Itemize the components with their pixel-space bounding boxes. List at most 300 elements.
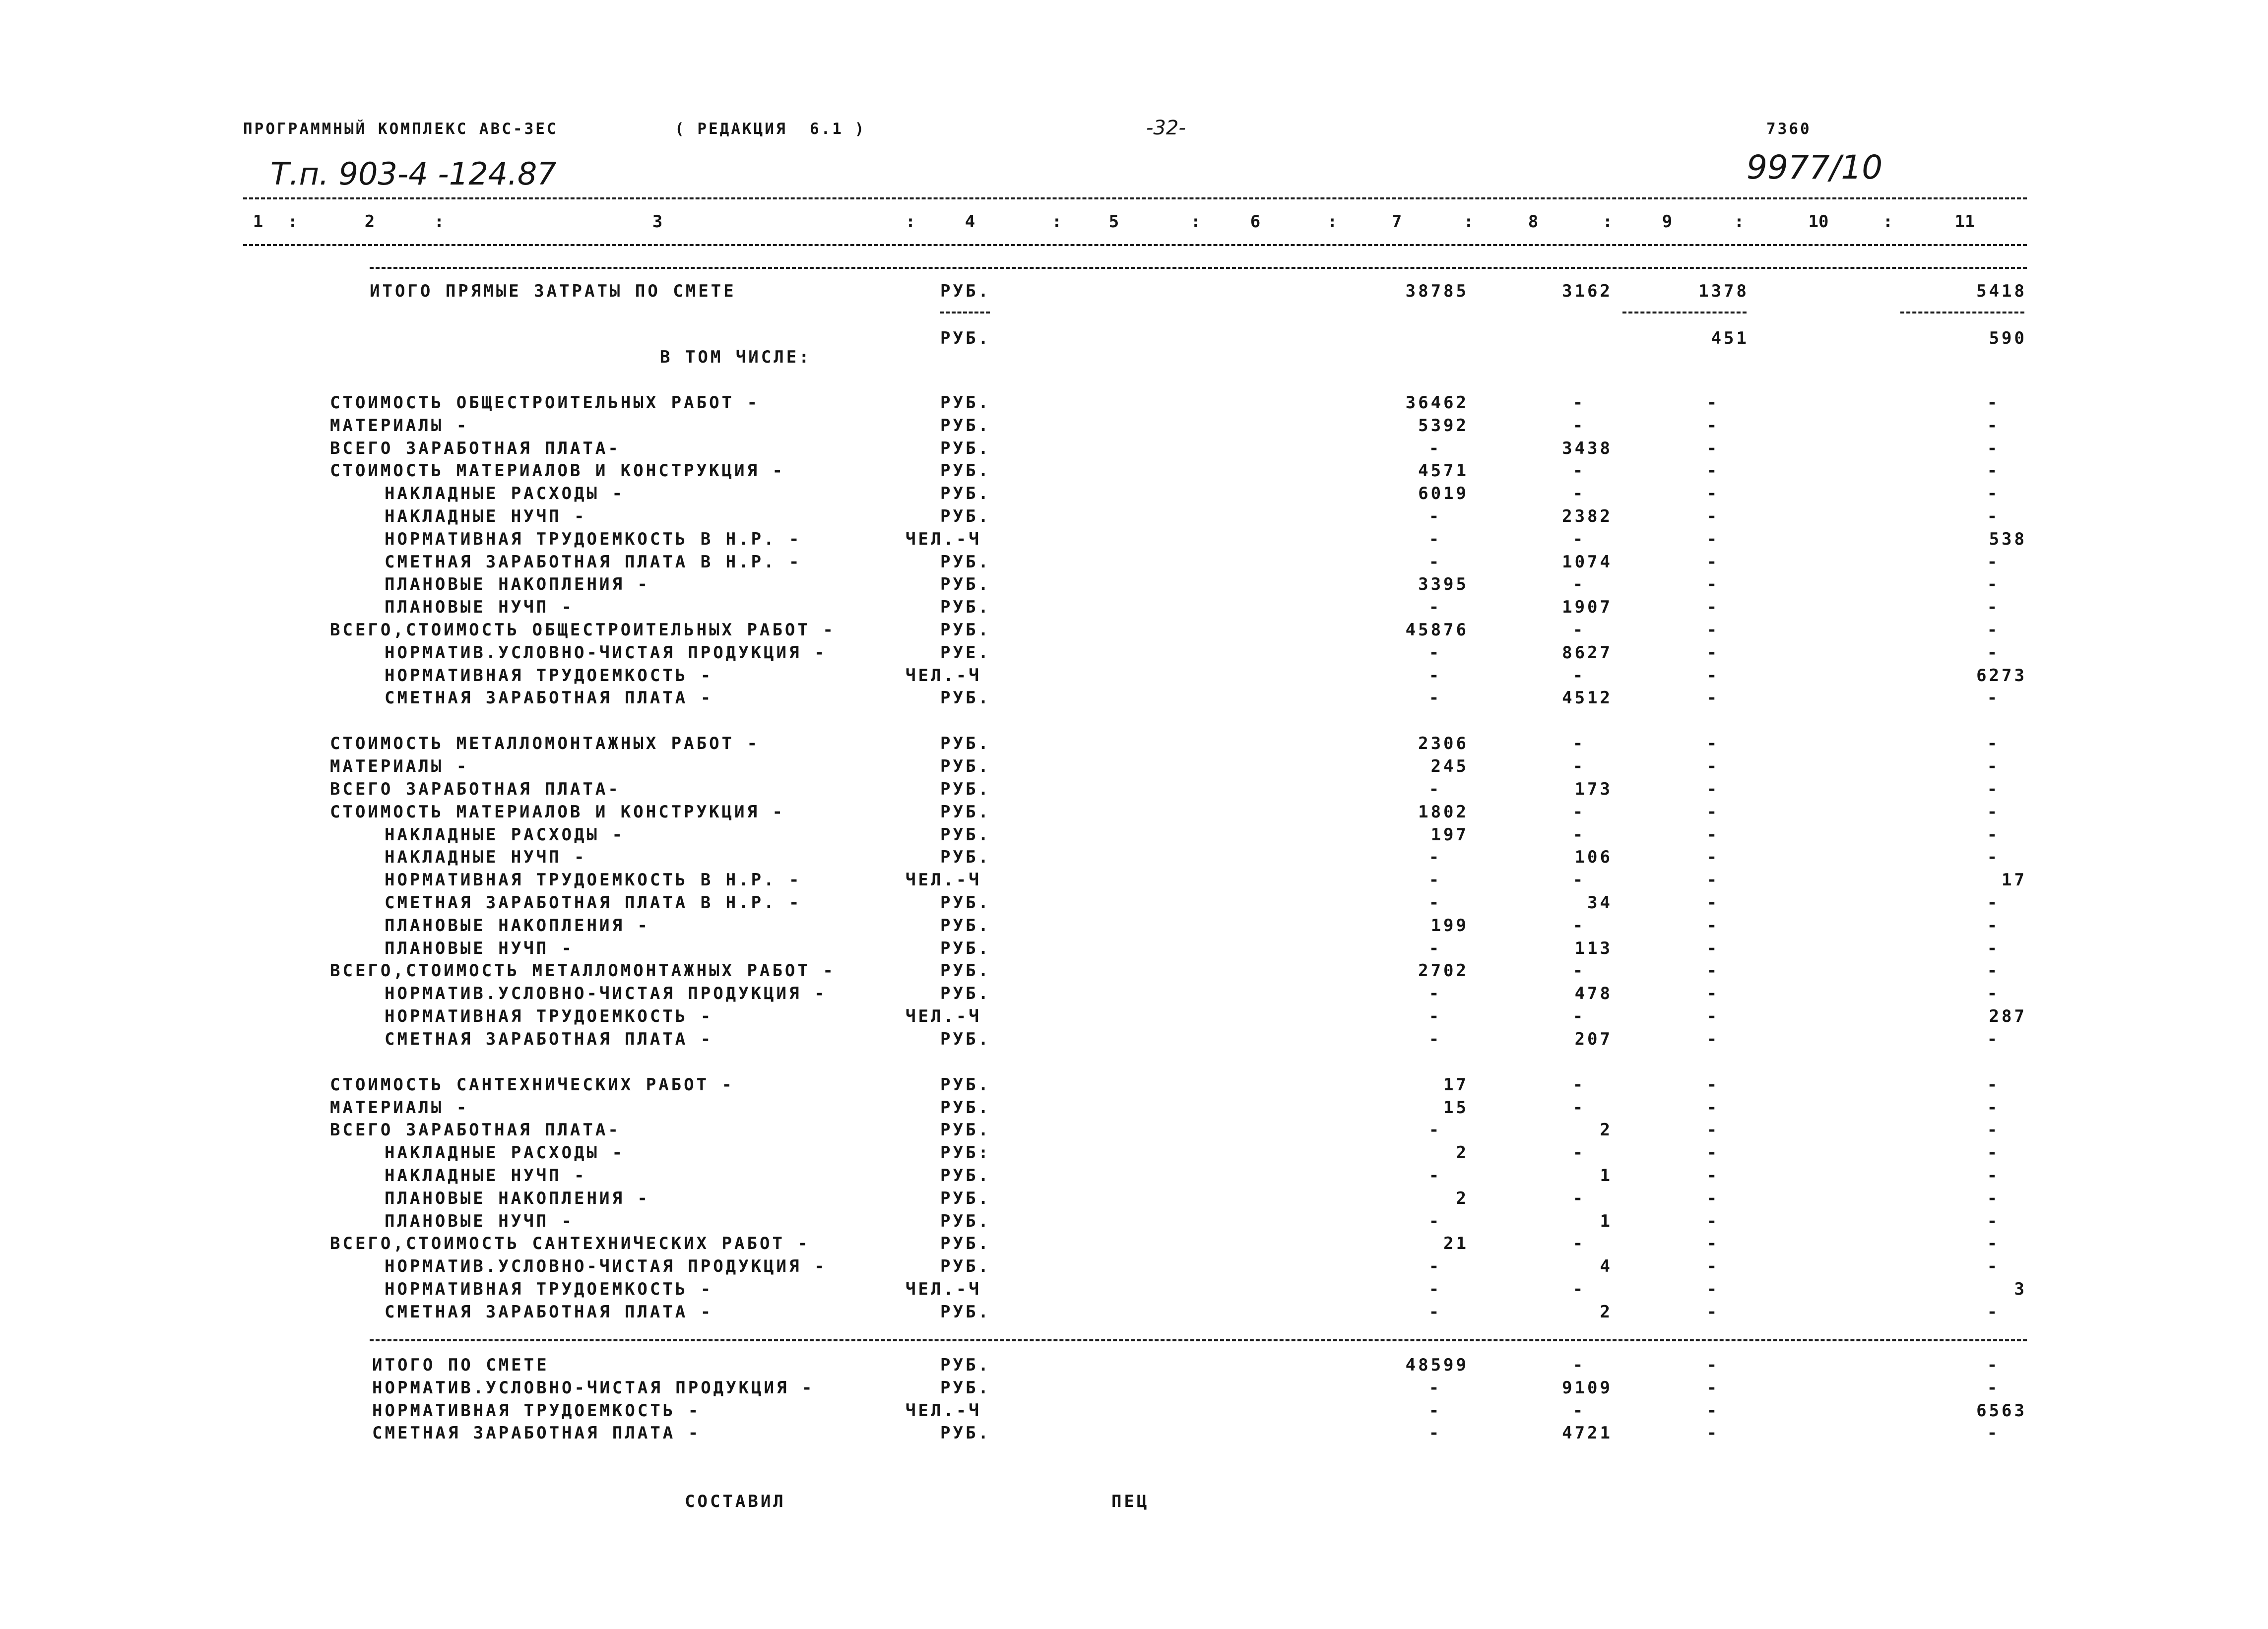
row-unit: РУБ. <box>940 734 991 753</box>
row-c9: - <box>1706 1166 1717 1186</box>
row-c9: - <box>1706 1211 1717 1231</box>
row-c7: - <box>1428 939 1439 958</box>
row-c8: 9109 <box>1562 1378 1613 1398</box>
row-c9: - <box>1706 439 1717 458</box>
row-c11: - <box>1987 1189 1998 1208</box>
row-label: ПЛАНОВЫЕ НУЧП - <box>385 597 575 617</box>
row-c8: 4721 <box>1562 1423 1613 1443</box>
row-c7: 2 <box>1456 1189 1469 1208</box>
row-c11: - <box>1987 1143 1998 1163</box>
row-label: СМЕТНАЯ ЗАРАБОТНАЯ ПЛАТА - <box>385 1029 713 1049</box>
row-label: НАКЛАДНЫЕ НУЧП - <box>385 847 587 867</box>
row-label: ПЛАНОВЫЕ НУЧП - <box>385 1211 575 1231</box>
row-unit: РУБ. <box>940 620 991 640</box>
row-c11: - <box>1987 552 1998 572</box>
column-number: 1 <box>253 212 263 232</box>
row-c7: 199 <box>1430 916 1469 936</box>
row-unit: РУБ. <box>940 1355 991 1375</box>
row-unit: РУБ. <box>940 1120 991 1140</box>
row-unit: РУБ. <box>940 1166 991 1186</box>
total-direct-c11: 5418 <box>1976 281 2027 301</box>
row-c8: - <box>1572 756 1583 776</box>
row-c7: 1802 <box>1418 802 1469 822</box>
row-label: МАТЕРИАЛЫ - <box>330 1098 469 1118</box>
row-c11: - <box>1987 1234 1998 1253</box>
column-number: 10 <box>1808 212 1829 232</box>
row-c7: - <box>1428 552 1439 572</box>
total-direct-unit: РУБ. <box>940 281 991 301</box>
column-separator: : <box>1602 212 1613 232</box>
column-number: 9 <box>1662 212 1673 232</box>
row-unit: РУБ. <box>940 597 991 617</box>
column-number: 2 <box>364 212 375 232</box>
total-direct-c9: 1378 <box>1698 281 1749 301</box>
row-c7: - <box>1428 529 1439 549</box>
row-c11: - <box>1987 1378 1998 1398</box>
row-c9: - <box>1706 1006 1717 1026</box>
row-label: СТОИМОСТЬ ОБЩЕСТРОИТЕЛЬНЫХ РАБОТ - <box>330 393 760 413</box>
compiled-by-label: СОСТАВИЛ <box>685 1492 786 1511</box>
row-label: СТОИМОСТЬ САНТЕХНИЧЕСКИХ РАБОТ - <box>330 1075 735 1095</box>
row-c11: - <box>1987 643 1998 663</box>
column-number: 6 <box>1250 212 1261 232</box>
total-direct-c7: 38785 <box>1405 281 1469 301</box>
row-c7: - <box>1428 870 1439 890</box>
row-c7: 2306 <box>1418 734 1469 753</box>
row-c7: - <box>1428 779 1439 799</box>
row-c8: - <box>1572 802 1583 822</box>
row-c8: 1907 <box>1562 597 1613 617</box>
row-c11: - <box>1987 1355 1998 1375</box>
column-number: 5 <box>1108 212 1119 232</box>
row-unit: РУБ. <box>940 961 991 981</box>
row-c8: - <box>1572 870 1583 890</box>
header-bottom-rule <box>243 244 2027 246</box>
row-unit: ЧЕЛ.-Ч <box>906 666 981 686</box>
row-c9: - <box>1706 1189 1717 1208</box>
row-unit: РУБ. <box>940 461 991 481</box>
column-separator: : <box>1882 212 1893 232</box>
row-c8: 3438 <box>1562 439 1613 458</box>
row-unit: РУБ. <box>940 574 991 594</box>
row-label: НОРМАТИВ.УСЛОВНО-ЧИСТАЯ ПРОДУКЦИЯ - <box>372 1378 815 1398</box>
row-c7: - <box>1428 1401 1439 1421</box>
row-c8: - <box>1572 1279 1583 1299</box>
row-c11: - <box>1987 893 1998 913</box>
row-c9: - <box>1706 1029 1717 1049</box>
row-c7: 48599 <box>1405 1355 1469 1375</box>
row-c8: 34 <box>1587 893 1613 913</box>
row-c7: - <box>1428 643 1439 663</box>
row-c11: - <box>1987 825 1998 845</box>
row-c7: - <box>1428 1256 1439 1276</box>
row-c9: - <box>1706 870 1717 890</box>
row-c8: - <box>1572 416 1583 436</box>
row-unit: РУБ. <box>940 1302 991 1322</box>
row-c11: - <box>1987 416 1998 436</box>
row-c9: - <box>1706 1143 1717 1163</box>
row-c9: - <box>1706 393 1717 413</box>
row-c9: - <box>1706 506 1717 526</box>
row-c8: 207 <box>1574 1029 1613 1049</box>
row-c8: - <box>1572 1401 1583 1421</box>
row-label: ВСЕГО ЗАРАБОТНАЯ ПЛАТА- <box>330 1120 621 1140</box>
row-c11: - <box>1987 620 1998 640</box>
column-separator: : <box>1734 212 1745 232</box>
column-number: 11 <box>1954 212 1975 232</box>
row-c11: - <box>1987 802 1998 822</box>
edition-label: ( РЕДАКЦИЯ 6.1 ) <box>675 120 866 138</box>
including-heading: В ТОМ ЧИСЛЕ: <box>660 347 812 367</box>
row-c11: - <box>1987 1120 1998 1140</box>
row-c8: - <box>1572 1234 1583 1253</box>
row-unit: РУБ. <box>940 939 991 958</box>
row-unit: РУБ. <box>940 916 991 936</box>
row-c8: - <box>1572 393 1583 413</box>
row-c11: - <box>1987 393 1998 413</box>
section-rule-top <box>370 267 2027 269</box>
row-label: НОРМАТИВ.УСЛОВНО-ЧИСТАЯ ПРОДУКЦИЯ - <box>385 1256 827 1276</box>
row-unit: РУБ. <box>940 756 991 776</box>
row-unit: РУБ. <box>940 416 991 436</box>
row-label: ВСЕГО ЗАРАБОТНАЯ ПЛАТА- <box>330 779 621 799</box>
row-unit: РУБ. <box>940 984 991 1003</box>
row-c11: - <box>1987 961 1998 981</box>
row-unit: ЧЕЛ.-Ч <box>906 529 981 549</box>
row-unit: РУБ: <box>940 1143 991 1163</box>
row-c9: - <box>1706 734 1717 753</box>
row-unit: РУБ. <box>940 688 991 708</box>
row-unit: ЧЕЛ.-Ч <box>906 1006 981 1026</box>
row-c9: - <box>1706 779 1717 799</box>
row-c9: - <box>1706 688 1717 708</box>
row-c7: - <box>1428 1423 1439 1443</box>
row-unit: РУБ. <box>940 825 991 845</box>
row-unit: РУБ. <box>940 779 991 799</box>
row-label: НОРМАТИВНАЯ ТРУДОЕМКОСТЬ - <box>372 1401 701 1421</box>
row-label: СТОИМОСТЬ МАТЕРИАЛОВ И КОНСТРУКЦИЯ - <box>330 461 785 481</box>
column-number: 8 <box>1528 212 1539 232</box>
row-label: ПЛАНОВЫЕ НАКОПЛЕНИЯ - <box>385 1189 650 1208</box>
row-c7: - <box>1428 1006 1439 1026</box>
row-c9: - <box>1706 574 1717 594</box>
row-c11: - <box>1987 734 1998 753</box>
row-c8: 2382 <box>1562 506 1613 526</box>
column-number: 4 <box>965 212 975 232</box>
row-c9: - <box>1706 416 1717 436</box>
row-c11: - <box>1987 688 1998 708</box>
row-c9: - <box>1706 893 1717 913</box>
column-number: 7 <box>1391 212 1402 232</box>
row-c7: 4571 <box>1418 461 1469 481</box>
row-unit: РУБ. <box>940 506 991 526</box>
row-c8: 173 <box>1574 779 1613 799</box>
row-c7: 17 <box>1443 1075 1469 1095</box>
row-c8: - <box>1572 574 1583 594</box>
row-c11: - <box>1987 756 1998 776</box>
row-label: НАКЛАДНЫЕ РАСХОДЫ - <box>385 825 625 845</box>
row-c7: 15 <box>1443 1098 1469 1118</box>
row-c11: 6563 <box>1976 1401 2027 1421</box>
row-c8: 106 <box>1574 847 1613 867</box>
row-label: НАКЛАДНЫЕ РАСХОДЫ - <box>385 1143 625 1163</box>
row-c8: 2 <box>1600 1120 1613 1140</box>
row-label: НОРМАТИВНАЯ ТРУДОЕМКОСТЬ - <box>385 1279 713 1299</box>
row-c9: - <box>1706 1120 1717 1140</box>
total-direct-sub-unit: РУБ. <box>940 328 991 348</box>
row-c7: - <box>1428 1302 1439 1322</box>
row-label: ВСЕГО,СТОИМОСТЬ ОБЩЕСТРОИТЕЛЬНЫХ РАБОТ - <box>330 620 836 640</box>
row-c11: - <box>1987 1075 1998 1095</box>
row-unit: ЧЕЛ.-Ч <box>906 1401 981 1421</box>
row-c8: 1 <box>1600 1166 1613 1186</box>
row-label: ИТОГО ПО СМЕТЕ <box>372 1355 549 1375</box>
row-c9: - <box>1706 916 1717 936</box>
row-c9: - <box>1706 1234 1717 1253</box>
row-c9: - <box>1706 1355 1717 1375</box>
row-c8: - <box>1572 620 1583 640</box>
row-unit: РУБ. <box>940 1029 991 1049</box>
row-c9: - <box>1706 666 1717 686</box>
row-c8: 113 <box>1574 939 1613 958</box>
row-c9: - <box>1706 1378 1717 1398</box>
document-code: 7360 <box>1766 120 1812 138</box>
row-label: МАТЕРИАЛЫ - <box>330 416 469 436</box>
row-c9: - <box>1706 756 1717 776</box>
row-c8: - <box>1572 1075 1583 1095</box>
row-c8: - <box>1572 916 1583 936</box>
row-c11: 3 <box>2014 1279 2027 1299</box>
row-c9: - <box>1706 1401 1717 1421</box>
row-c8: 2 <box>1600 1302 1613 1322</box>
total-direct-sub-c9: 451 <box>1711 328 1749 348</box>
column-separator: : <box>1463 212 1474 232</box>
row-c11: - <box>1987 1029 1998 1049</box>
row-c9: - <box>1706 620 1717 640</box>
c11-rule <box>1900 312 2024 313</box>
row-unit: РУБ. <box>940 1211 991 1231</box>
row-c8: 1074 <box>1562 552 1613 572</box>
row-c7: 36462 <box>1405 393 1469 413</box>
row-unit: РУБ. <box>940 439 991 458</box>
row-unit: ЧЕЛ.-Ч <box>906 870 981 890</box>
row-unit: РУБ. <box>940 802 991 822</box>
row-c9: - <box>1706 961 1717 981</box>
row-c7: - <box>1428 1211 1439 1231</box>
row-c9: - <box>1706 802 1717 822</box>
project-number: Т.п. 903-4 -124.87 <box>270 156 557 192</box>
row-c11: 287 <box>1989 1006 2027 1026</box>
row-c8: - <box>1572 825 1583 845</box>
row-c11: - <box>1987 574 1998 594</box>
row-c9: - <box>1706 825 1717 845</box>
row-c7: 45876 <box>1405 620 1469 640</box>
column-separator: : <box>1190 212 1201 232</box>
row-label: СМЕТНАЯ ЗАРАБОТНАЯ ПЛАТА - <box>385 688 713 708</box>
compiler-signature: ПЕЦ <box>1111 1492 1150 1511</box>
row-c8: - <box>1572 666 1583 686</box>
row-c8: - <box>1572 1355 1583 1375</box>
total-direct-sub-c11: 590 <box>1989 328 2027 348</box>
row-label: СТОИМОСТЬ МЕТАЛЛОМОНТАЖНЫХ РАБОТ - <box>330 734 760 753</box>
row-c7: - <box>1428 688 1439 708</box>
row-c9: - <box>1706 1098 1717 1118</box>
row-c11: - <box>1987 439 1998 458</box>
row-c11: - <box>1987 916 1998 936</box>
row-c9: - <box>1706 484 1717 503</box>
row-unit: РУБ. <box>940 1256 991 1276</box>
column-number: 3 <box>652 212 663 232</box>
row-c7: - <box>1428 1120 1439 1140</box>
row-label: НОРМАТИВНАЯ ТРУДОЕМКОСТЬ - <box>385 1006 713 1026</box>
row-c11: 17 <box>2002 870 2027 890</box>
row-c7: 6019 <box>1418 484 1469 503</box>
column-separator: : <box>905 212 916 232</box>
row-c11: - <box>1987 1166 1998 1186</box>
row-label: НАКЛАДНЫЕ НУЧП - <box>385 506 587 526</box>
total-direct-c8: 3162 <box>1562 281 1613 301</box>
row-c9: - <box>1706 939 1717 958</box>
row-c7: 245 <box>1430 756 1469 776</box>
row-c7: - <box>1428 597 1439 617</box>
row-c8: 1 <box>1600 1211 1613 1231</box>
row-label: НОРМАТИВНАЯ ТРУДОЕМКОСТЬ В Н.Р. - <box>385 870 802 890</box>
column-separator: : <box>1327 212 1338 232</box>
row-c8: - <box>1572 1189 1583 1208</box>
row-c11: - <box>1987 506 1998 526</box>
row-label: НОРМАТИВНАЯ ТРУДОЕМКОСТЬ - <box>385 666 713 686</box>
column-separator: : <box>434 212 445 232</box>
row-c8: - <box>1572 484 1583 503</box>
row-label: ПЛАНОВЫЕ НУЧП - <box>385 939 575 958</box>
row-c11: - <box>1987 597 1998 617</box>
row-c11: - <box>1987 779 1998 799</box>
row-unit: ЧЕЛ.-Ч <box>906 1279 981 1299</box>
row-c8: 4512 <box>1562 688 1613 708</box>
row-c11: - <box>1987 1098 1998 1118</box>
row-c9: - <box>1706 552 1717 572</box>
row-c7: - <box>1428 506 1439 526</box>
row-c8: - <box>1572 529 1583 549</box>
row-label: СМЕТНАЯ ЗАРАБОТНАЯ ПЛАТА - <box>372 1423 701 1443</box>
column-separator: : <box>287 212 298 232</box>
row-unit: РУБ. <box>940 1189 991 1208</box>
totals-rule <box>370 1339 2027 1341</box>
row-label: СМЕТНАЯ ЗАРАБОТНАЯ ПЛАТА В Н.Р. - <box>385 552 802 572</box>
row-c7: - <box>1428 893 1439 913</box>
row-unit: РУБ. <box>940 1098 991 1118</box>
row-c11: 538 <box>1989 529 2027 549</box>
row-unit: РУБ. <box>940 1378 991 1398</box>
row-label: ВСЕГО ЗАРАБОТНАЯ ПЛАТА- <box>330 439 621 458</box>
row-c7: 197 <box>1430 825 1469 845</box>
row-c7: - <box>1428 847 1439 867</box>
row-unit: РУБ. <box>940 484 991 503</box>
row-c7: 5392 <box>1418 416 1469 436</box>
row-unit: РУБ. <box>940 1423 991 1443</box>
row-unit: РУБ. <box>940 393 991 413</box>
row-c7: - <box>1428 666 1439 686</box>
row-c8: - <box>1572 1143 1583 1163</box>
row-c11: - <box>1987 847 1998 867</box>
row-c8: - <box>1572 1006 1583 1026</box>
row-label: НОРМАТИВ.УСЛОВНО-ЧИСТАЯ ПРОДУКЦИЯ - <box>385 984 827 1003</box>
row-c8: 4 <box>1600 1256 1613 1276</box>
row-label: ПЛАНОВЫЕ НАКОПЛЕНИЯ - <box>385 916 650 936</box>
row-c9: - <box>1706 1256 1717 1276</box>
row-c7: - <box>1428 1378 1439 1398</box>
page-number: -32- <box>1146 117 1186 139</box>
row-label: НОРМАТИВНАЯ ТРУДОЕМКОСТЬ В Н.Р. - <box>385 529 802 549</box>
row-label: МАТЕРИАЛЫ - <box>330 756 469 776</box>
row-c8: - <box>1572 461 1583 481</box>
row-c7: 21 <box>1443 1234 1469 1253</box>
row-c9: - <box>1706 1423 1717 1443</box>
row-unit: РУЕ. <box>940 643 991 663</box>
row-c11: 6273 <box>1976 666 2027 686</box>
unit-rule <box>940 312 990 313</box>
row-label: ВСЕГО,СТОИМОСТЬ МЕТАЛЛОМОНТАЖНЫХ РАБОТ - <box>330 961 836 981</box>
row-c7: 3395 <box>1418 574 1469 594</box>
row-c8: - <box>1572 1098 1583 1118</box>
row-c9: - <box>1706 597 1717 617</box>
row-c7: - <box>1428 984 1439 1003</box>
row-c9: - <box>1706 1279 1717 1299</box>
row-label: НАКЛАДНЫЕ НУЧП - <box>385 1166 587 1186</box>
row-label: ПЛАНОВЫЕ НАКОПЛЕНИЯ - <box>385 574 650 594</box>
row-c9: - <box>1706 1075 1717 1095</box>
row-label: НОРМАТИВ.УСЛОВНО-ЧИСТАЯ ПРОДУКЦИЯ - <box>385 643 827 663</box>
row-c11: - <box>1987 1302 1998 1322</box>
row-c11: - <box>1987 984 1998 1003</box>
row-c9: - <box>1706 529 1717 549</box>
program-title: ПРОГРАММНЫЙ КОМПЛЕКС АВС-3ЕС <box>243 120 558 138</box>
row-unit: РУБ. <box>940 1234 991 1253</box>
row-label: СМЕТНАЯ ЗАРАБОТНАЯ ПЛАТА В Н.Р. - <box>385 893 802 913</box>
row-label: СТОИМОСТЬ МАТЕРИАЛОВ И КОНСТРУКЦИЯ - <box>330 802 785 822</box>
row-c7: 2702 <box>1418 961 1469 981</box>
row-c11: - <box>1987 1256 1998 1276</box>
row-c11: - <box>1987 1211 1998 1231</box>
row-c7: - <box>1428 1029 1439 1049</box>
sheet-number: 9977/10 <box>1747 148 1883 187</box>
row-c9: - <box>1706 643 1717 663</box>
row-c11: - <box>1987 1423 1998 1443</box>
row-c7: - <box>1428 1166 1439 1186</box>
header-top-rule <box>243 197 2027 199</box>
row-unit: РУБ. <box>940 552 991 572</box>
row-label: ВСЕГО,СТОИМОСТЬ САНТЕХНИЧЕСКИХ РАБОТ - <box>330 1234 810 1253</box>
row-unit: РУБ. <box>940 893 991 913</box>
column-separator: : <box>1051 212 1062 232</box>
row-label: СМЕТНАЯ ЗАРАБОТНАЯ ПЛАТА - <box>385 1302 713 1322</box>
row-label: НАКЛАДНЫЕ РАСХОДЫ - <box>385 484 625 503</box>
total-direct-label: ИТОГО ПРЯМЫЕ ЗАТРАТЫ ПО СМЕТЕ <box>370 281 736 301</box>
row-c9: - <box>1706 1302 1717 1322</box>
row-unit: РУБ. <box>940 847 991 867</box>
row-c8: 478 <box>1574 984 1613 1003</box>
row-c8: - <box>1572 734 1583 753</box>
row-c7: - <box>1428 1279 1439 1299</box>
row-unit: РУБ. <box>940 1075 991 1095</box>
c9-rule <box>1622 312 1747 313</box>
row-c9: - <box>1706 461 1717 481</box>
row-c8: - <box>1572 961 1583 981</box>
row-c11: - <box>1987 461 1998 481</box>
row-c7: 2 <box>1456 1143 1469 1163</box>
row-c11: - <box>1987 939 1998 958</box>
row-c9: - <box>1706 984 1717 1003</box>
